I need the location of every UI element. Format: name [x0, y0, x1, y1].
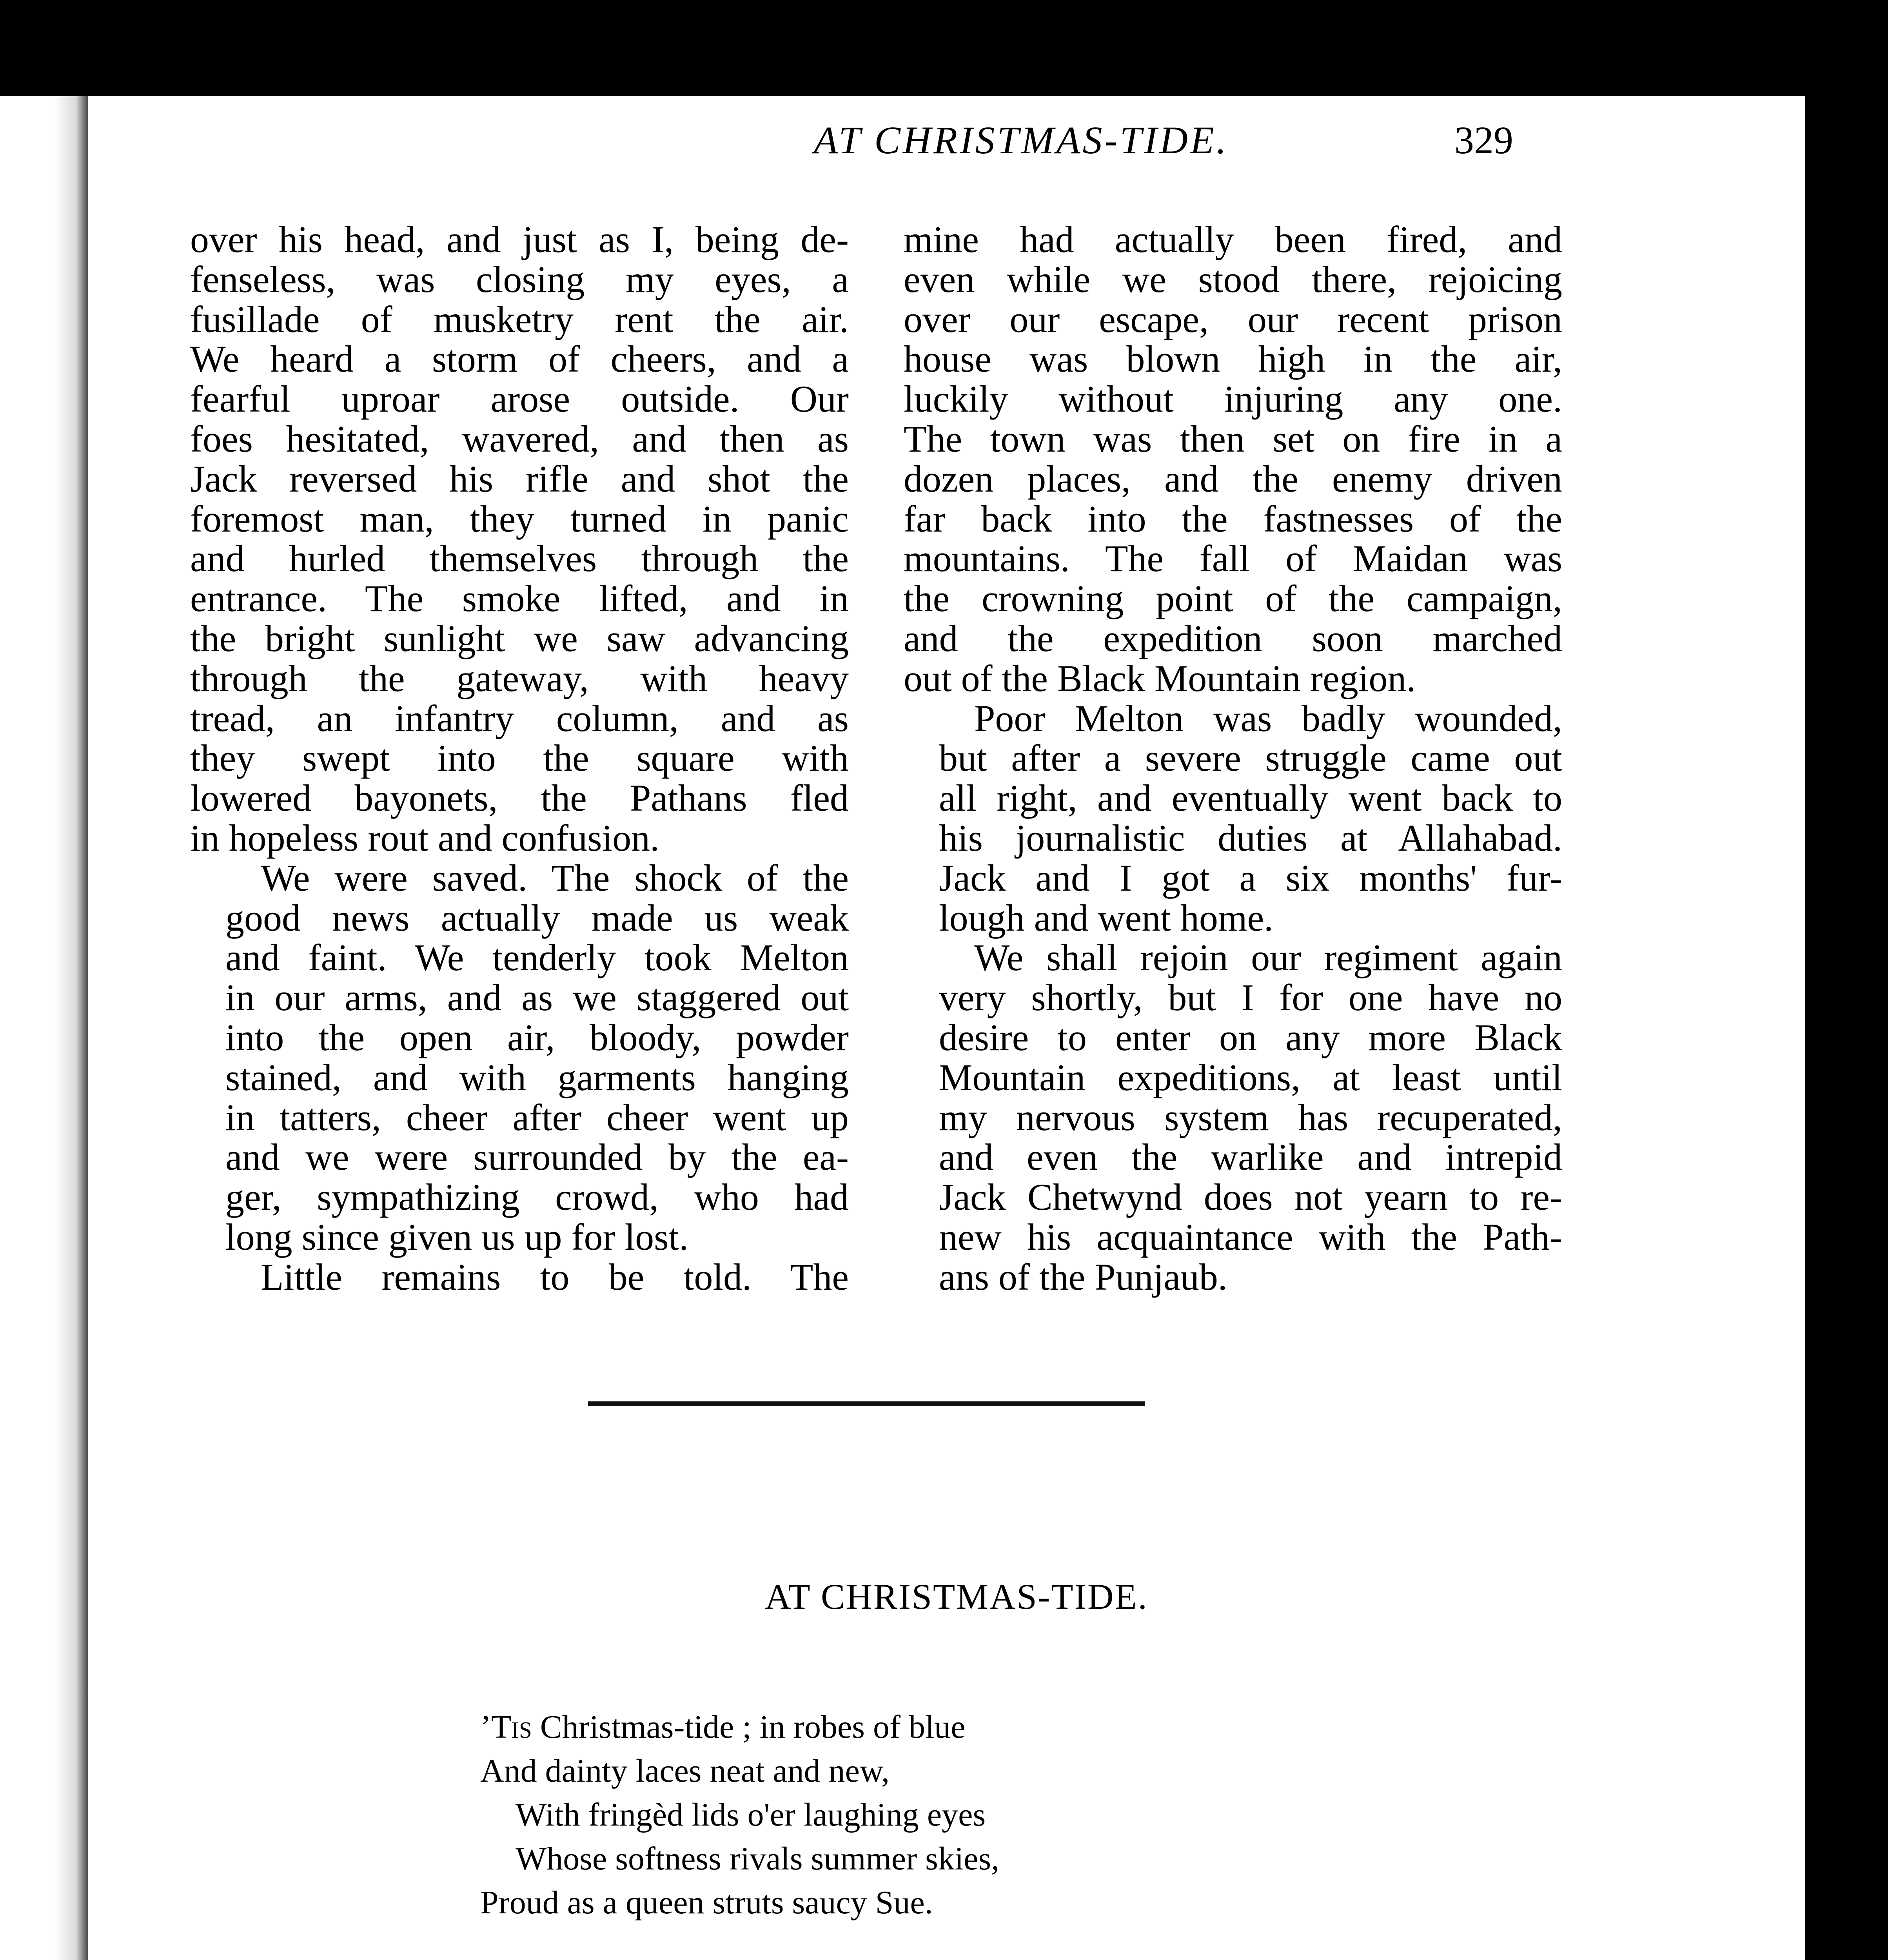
text-line: and faint. We tenderly took Melton	[225, 936, 849, 979]
text-line: lough and went home.	[939, 897, 1274, 939]
article-paragraph	[904, 699, 1562, 938]
text-line: and even the warlike and intrepid	[939, 1136, 1562, 1178]
text-line: Jack and I got a six months' fur-	[939, 857, 1562, 899]
small-caps-word: Tis	[491, 1709, 532, 1745]
text-line: the bright sunlight we saw advancing	[190, 617, 849, 659]
poem-stanza	[480, 1705, 1382, 1925]
text-line: over our escape, our recent prison	[904, 298, 1562, 340]
text-line: new his acquaintance with the Path-	[939, 1216, 1562, 1258]
article-paragraph	[190, 858, 849, 1257]
text-line: in tatters, cheer after cheer went up	[225, 1096, 849, 1138]
text-line: fusillade of musketry rent the air.	[190, 298, 849, 340]
text-line: We were saved. The shock of the	[261, 857, 849, 899]
text-line: in hopeless rout and confusion.	[190, 817, 660, 859]
text-line: Little remains to be told. The	[261, 1256, 849, 1298]
text-line: Jack reversed his rifle and shot the	[190, 457, 849, 500]
poem-title: AT CHRISTMAS-TIDE.	[765, 1577, 1148, 1617]
text-line: far back into the fastnesses of the	[904, 497, 1562, 540]
poem-line: Whose softness rivals summer skies,	[516, 1840, 1000, 1877]
text-line: fenseless, was closing my eyes, a	[190, 258, 849, 300]
article-paragraph	[904, 938, 1562, 1297]
text-line: We heard a storm of cheers, and a	[190, 338, 849, 380]
text-line: even while we stood there, rejoicing	[904, 258, 1562, 300]
poem-body	[480, 1705, 1382, 1960]
text-line: ans of the Punjaub.	[939, 1256, 1227, 1298]
article-paragraph	[190, 1257, 849, 1297]
text-line: good news actually made us weak	[225, 897, 849, 939]
text-line: and the expedition soon marched	[904, 617, 1562, 659]
text-line: my nervous system has recuperated,	[939, 1096, 1562, 1138]
text-line: Jack Chetwynd does not yearn to re-	[939, 1176, 1562, 1218]
text-line: through the gateway, with heavy	[190, 657, 849, 699]
text-line: foes hesitated, wavered, and then as	[190, 417, 849, 460]
text-line: in our arms, and as we staggered out	[225, 976, 849, 1019]
text-line: tread, an infantry column, and as	[190, 697, 849, 739]
text-line: fearful uproar arose outside. Our	[190, 378, 849, 420]
article-paragraph	[904, 220, 1562, 699]
text-line: ger, sympathizing crowd, who had	[225, 1176, 849, 1218]
poem-line: ’Tis Christmas-tide ; in robes of blue	[480, 1709, 966, 1745]
poem-line: With fringèd lids o'er laughing eyes	[516, 1797, 986, 1833]
text-line: The town was then set on fire in a	[904, 417, 1562, 460]
text-line: luckily without injuring any one.	[904, 378, 1562, 420]
article-paragraph	[190, 220, 849, 858]
text-line: but after a severe struggle came out	[939, 737, 1562, 779]
text-line: desire to enter on any more Black	[939, 1016, 1562, 1058]
page-number: 329	[1454, 118, 1513, 162]
text-line: We shall rejoin our regiment again	[974, 936, 1562, 979]
text-line: all right, and eventually went back to	[939, 777, 1562, 819]
text-line: and we were surrounded by the ea-	[225, 1136, 849, 1178]
text-line: mine had actually been fired, and	[904, 218, 1562, 260]
poem-line: And dainty laces neat and new,	[480, 1753, 890, 1789]
text-line: mountains. The fall of Maidan was	[904, 537, 1562, 580]
text-line: they swept into the square with	[190, 737, 849, 779]
text-line: foremost man, they turned in panic	[190, 497, 849, 540]
article-column-right	[904, 220, 1562, 1297]
text-line: dozen places, and the enemy driven	[904, 457, 1562, 500]
text-line: his journalistic duties at Allahabad.	[939, 817, 1562, 859]
text-line: over his head, and just as I, being de-	[190, 218, 849, 260]
text-line: Poor Melton was badly wounded,	[974, 697, 1562, 739]
text-line: the crowning point of the campaign,	[904, 577, 1562, 620]
text-line: into the open air, bloody, powder	[225, 1016, 849, 1058]
poem-line: Proud as a queen struts saucy Sue.	[480, 1884, 933, 1921]
text-line: out of the Black Mountain region.	[904, 657, 1416, 699]
binding-shadow	[55, 96, 90, 1960]
text-line: long since given us up for lost.	[225, 1216, 689, 1258]
text-line: stained, and with garments hanging	[225, 1056, 849, 1098]
text-line: Mountain expeditions, at least until	[939, 1056, 1562, 1098]
running-title: AT CHRISTMAS-TIDE.	[814, 118, 1229, 162]
text-line: and hurled themselves through the	[190, 537, 849, 580]
text-line: entrance. The smoke lifted, and in	[190, 577, 849, 620]
text-line: very shortly, but I for one have no	[939, 976, 1562, 1019]
article-column-left	[190, 220, 849, 1297]
text-line: house was blown high in the air,	[904, 338, 1562, 380]
text-line: lowered bayonets, the Pathans fled	[190, 777, 849, 819]
section-divider-rule	[588, 1401, 1145, 1406]
